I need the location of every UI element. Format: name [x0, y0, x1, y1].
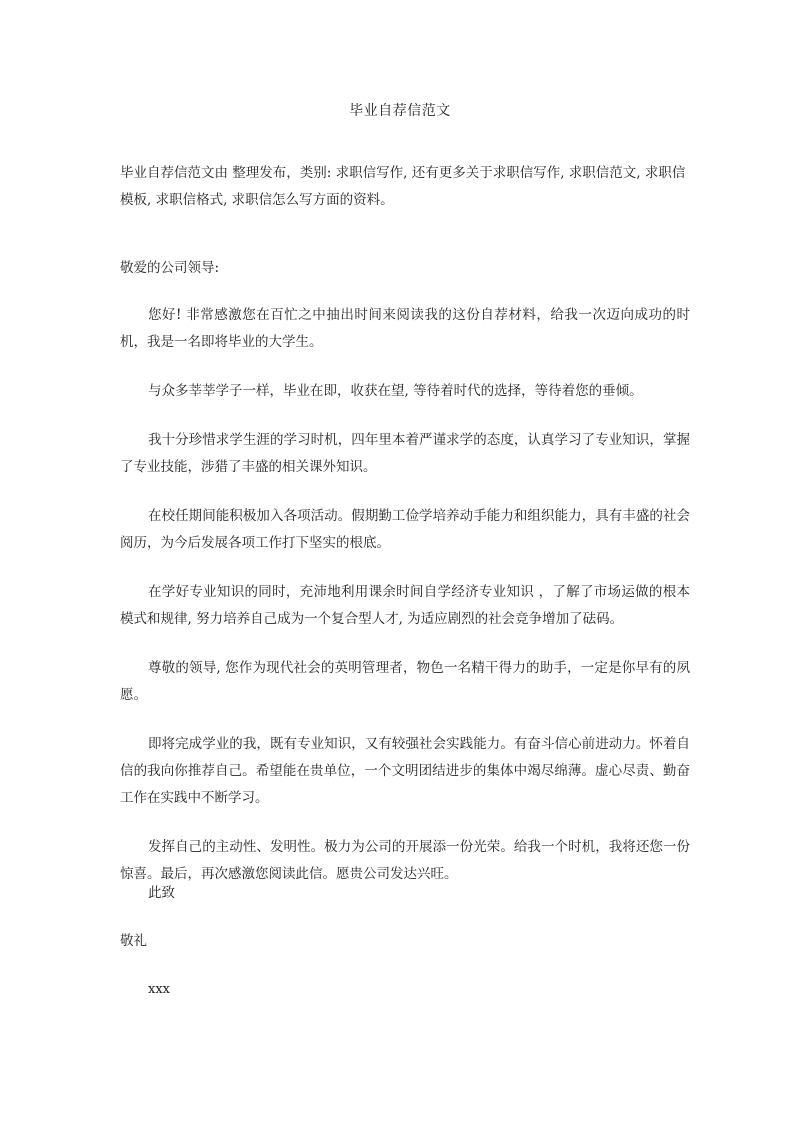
document-title: 毕业自荐信范文 [349, 103, 451, 119]
body-paragraph: 即将完成学业的我，既有专业知识，又有较强社会实践能力。有奋斗信心前进动力。怀着自信的我向你推荐自己。希望能在贵单位，一个文明团结进步的集体中竭尽绵薄。虚心尽责、勤奋工作在实践中不断学习。 [120, 736, 690, 806]
body-paragraph: 在校任期间能积极加入各项活动。假期勤工俭学培养动手能力和组织能力，具有丰盛的社会阅历，为今后发展各项工作打下坚实的根底。 [120, 508, 690, 551]
body-paragraph: 您好! 非常感激您在百忙之中抽出时间来阅读我的这份自荐材料，给我一次迈向成功的时机，我是一名即将毕业的大学生。 [120, 307, 690, 350]
body-paragraph: 我十分珍惜求学生涯的学习时机，四年里本着严谨求学的态度，认真学习了专业知识，掌握了专业技能，涉猎了丰盛的相关课外知识。 [120, 432, 690, 475]
body-paragraph: 发挥自己的主动性、发明性。极力为公司的开展添一份光荣。给我一个时机，我将还您一份惊喜。最后，再次感激您阅读此信。愿贵公司发达兴旺。 [120, 839, 690, 882]
regards-phrase: 敬礼 [120, 933, 147, 949]
signature: xxx [148, 982, 170, 997]
body-paragraph: 在学好专业知识的同时，充沛地利用课余时间自学经济专业知识 ，了解了市场运做的根本模式和规律, 努力培养自己成为一个复合型人才, 为适应剧烈的社会竞争增加了砝码。 [120, 584, 690, 627]
body-paragraph: 尊敬的领导, 您作为现代社会的英明管理者，物色一名精干得力的助手，一定是你早有的夙愿。 [120, 660, 690, 703]
body-paragraph: 与众多莘莘学子一样，毕业在即，收获在望, 等待着时代的选择，等待着您的垂倾。 [148, 383, 643, 399]
letter-body [120, 302, 690, 888]
closing-phrase: 此致 [148, 885, 175, 901]
salutation: 敬爱的公司领导: [120, 260, 220, 276]
intro-paragraph: 毕业自荐信范文由 整理发布，类别: 求职信写作, 还有更多关于求职信写作, 求职信范文, 求职信模板, 求职信格式, 求职信怎么写方面的资料。 [120, 165, 686, 208]
